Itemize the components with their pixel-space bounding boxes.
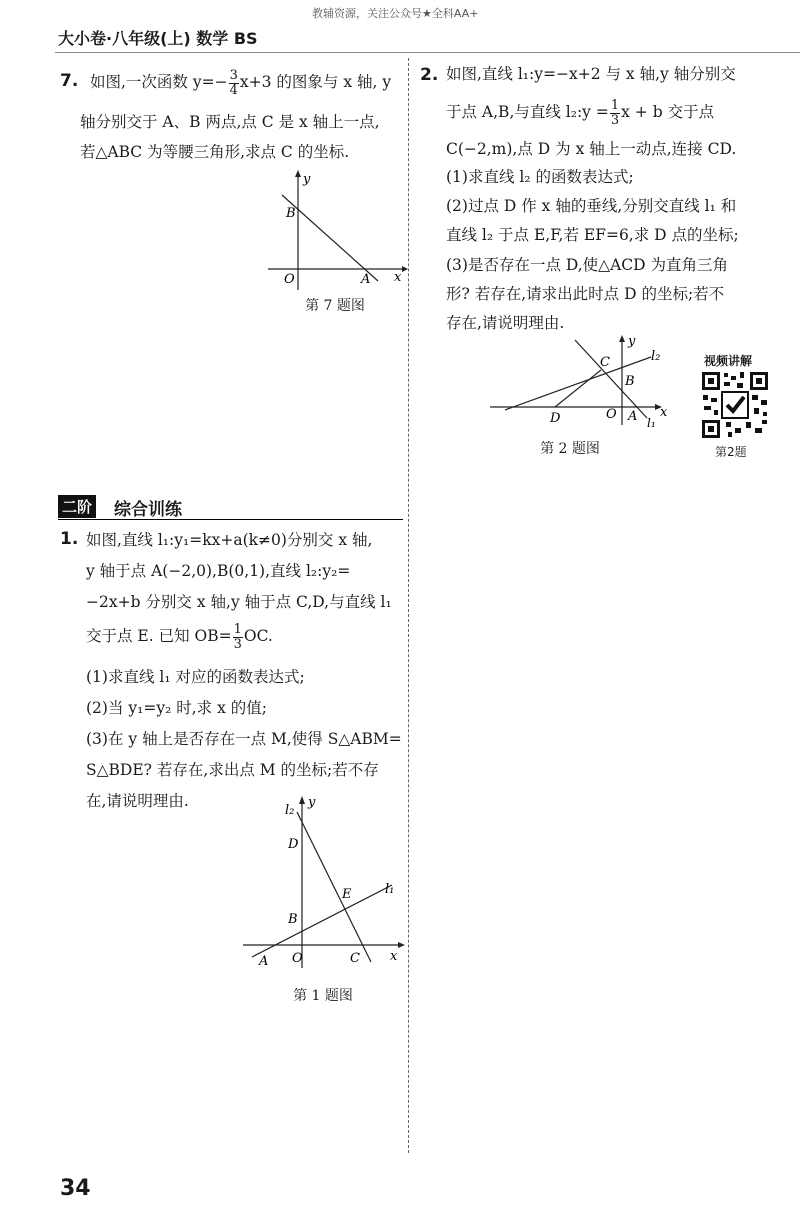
header-rule — [55, 52, 800, 53]
label-b: B — [286, 206, 296, 221]
label-o: O — [606, 407, 617, 422]
problem-1-line-3: −2x+b 分别交 x 轴,y 轴于点 C,D,与直线 l₁ — [86, 593, 392, 611]
problem-2-sub-1: (1)求直线 l₂ 的函数表达式; — [446, 168, 634, 186]
section-title: 综合训练 — [114, 500, 182, 520]
problem-1-sub-3c: 在,请说明理由. — [86, 792, 189, 810]
y-axis-arrow — [619, 335, 625, 342]
fraction-3-4: $\frac{3}{4}$ — [229, 67, 238, 98]
problem-7-number: 7. — [60, 71, 79, 91]
problem-2-sub-2b: 直线 l₂ 于点 E,F,若 EF=6,求 D 点的坐标; — [446, 226, 739, 244]
label-x: x — [394, 270, 402, 285]
header-book-title: 大小卷·八年级(上) 数学 BS — [58, 29, 258, 48]
page-number: 34 — [60, 1176, 91, 1201]
label-a: A — [361, 272, 371, 287]
problem-7-line-1b: x+3 的图象与 x 轴, y — [239, 73, 392, 91]
segment-cd — [555, 370, 601, 407]
y-axis-arrow — [299, 796, 305, 804]
label-y: y — [303, 172, 311, 187]
problem-2-sub-3b: 形? 若存在,请求出此时点 D 的坐标;若不 — [446, 285, 725, 303]
problem-1-sub-2: (2)当 y₁=y₂ 时,求 x 的值; — [86, 699, 267, 717]
problem-1-sub-1: (1)求直线 l₁ 对应的函数表达式; — [86, 668, 305, 686]
label-e: E — [342, 887, 352, 902]
label-l2: l₂ — [285, 803, 295, 818]
section-header — [58, 495, 403, 520]
label-l2: l₂ — [651, 349, 661, 364]
label-o: O — [284, 272, 295, 287]
line-ab — [282, 195, 378, 281]
label-y: y — [308, 795, 316, 810]
label-c: C — [600, 355, 610, 370]
problem-2-number: 2. — [420, 65, 439, 85]
problem-7-line-2: 轴分别交于 A、B 两点,点 C 是 x 轴上一点, — [80, 113, 380, 131]
problem-2-line-1: 如图,直线 l₁:y=−x+2 与 x 轴,y 轴分别交 — [446, 65, 736, 83]
line-l2 — [297, 812, 371, 962]
label-x: x — [390, 949, 398, 964]
x-axis-arrow — [398, 942, 405, 948]
label-l1: l₁ — [385, 882, 395, 897]
problem-7-line-1 — [90, 64, 391, 101]
problem-2-sub-2a: (2)过点 D 作 x 轴的垂线,分别交直线 l₁ 和 — [446, 197, 737, 215]
y-axis-arrow — [295, 170, 301, 177]
problem-1-sub-3b: S△BDE? 若存在,求出点 M 的坐标;若不存 — [86, 761, 379, 779]
problem-7-line-3: 若△ABC 为等腰三角形,求点 C 的坐标. — [80, 143, 350, 161]
problem-1-figure — [235, 790, 410, 975]
x-axis-arrow — [402, 266, 408, 272]
label-y: y — [628, 334, 636, 349]
header-watermark: 教辅资源，关注公众号★全科AA+ — [312, 7, 479, 20]
problem-7-figure — [260, 165, 410, 295]
label-b: B — [625, 374, 635, 389]
problem-1-line-1: 如图,直线 l₁:y₁=kx+a(k≠0)分别交 x 轴, — [86, 531, 373, 549]
problem-2-sub-3a: (3)是否存在一点 D,使△ACD 为直角三角 — [446, 256, 729, 274]
label-a: A — [259, 954, 269, 969]
label-l1: l₁ — [647, 416, 656, 430]
problem-1-caption: 第 1 题图 — [293, 988, 353, 1004]
section-badge: 二阶 — [58, 495, 96, 518]
problem-1-number: 1. — [60, 529, 79, 549]
problem-2-line-2: 于点 A,B,与直线 l₂:y = $\frac{1}{3}$ x + b 交于点 — [446, 97, 715, 128]
fraction-1-3: $\frac{1}{3}$ — [233, 621, 242, 652]
label-c: C — [350, 951, 360, 966]
label-d: D — [550, 411, 561, 426]
fraction-1-3: $\frac{1}{3}$ — [610, 97, 620, 128]
label-x: x — [660, 405, 668, 420]
label-a: A — [628, 409, 638, 424]
problem-2-caption: 第 2 题图 — [540, 441, 600, 457]
problem-7-line-1a: 如图,一次函数 y=− — [90, 73, 228, 91]
qr-title: 视频讲解 — [704, 354, 753, 368]
problem-2-line-3: C(−2,m),点 D 为 x 轴上一动点,连接 CD. — [446, 140, 737, 158]
line-l1 — [252, 885, 392, 957]
label-o: O — [292, 951, 303, 966]
problem-2-sub-3c: 存在,请说明理由. — [446, 314, 565, 332]
problem-1-line-2: y 轴于点 A(−2,0),B(0,1),直线 l₂:y₂= — [86, 562, 351, 580]
label-b: B — [288, 912, 298, 927]
qr-caption: 第2题 — [715, 445, 747, 459]
problem-1-line-4: 交于点 E. 已知 OB= $\frac{1}{3}$ OC. — [86, 621, 273, 652]
label-d: D — [288, 837, 299, 852]
qr-code-icon[interactable] — [700, 370, 770, 440]
problem-1-sub-3a: (3)在 y 轴上是否存在一点 M,使得 S△ABM= — [86, 730, 402, 748]
problem-7-caption: 第 7 题图 — [305, 298, 365, 314]
problem-2-figure — [485, 330, 675, 430]
